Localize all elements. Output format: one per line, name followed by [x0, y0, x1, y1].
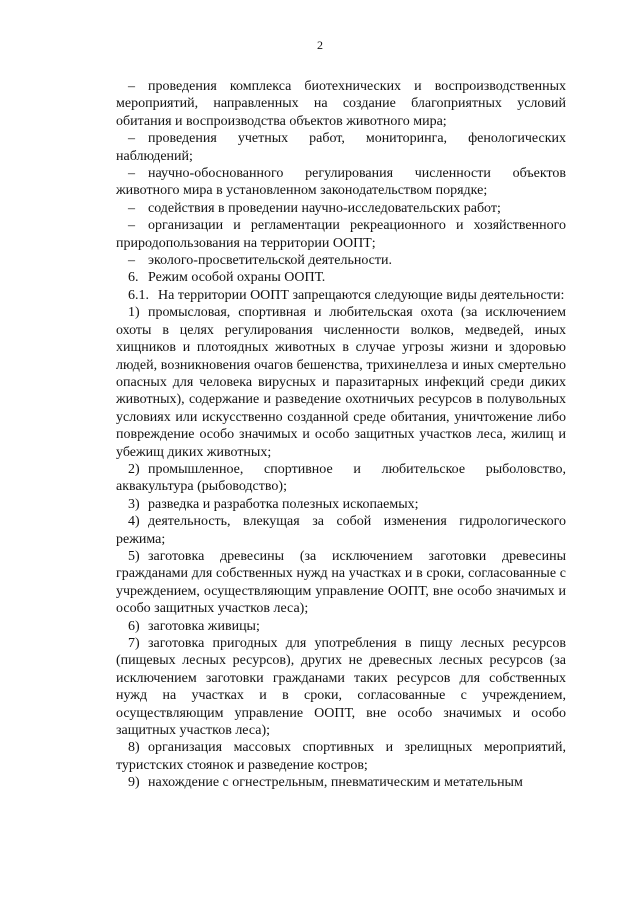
prohibition-item-8	[116, 739, 566, 774]
prohibition-item-3	[116, 496, 566, 513]
paragraph-text: промысловая, спортивная и любительская охота (за исключением охоты в целях регулирования численности волков, медведей, иных хищников и плотоядных животных в случае угрозы жизни и здоровью людей, возникновения очагов бешенства, трихинеллеза и иных смертельно опасных для человека вирусных и паразитарных инфекций среди диких животных), содержание и разведение охотничьих ресурсов в полувольных условиях или искусственно созданной среде обитания, уничтожение либо повреждение особо значимых и особо защитных участков леса, жилищ и убежищ диких животных;	[116, 305, 566, 460]
list-marker: 3)	[128, 496, 140, 512]
paragraph-text: заготовка пригодных для употребления в пищу лесных ресурсов (пищевых лесных ресурсов), других не древесных лесных ресурсов (за исключением заготовки гражданами таких ресурсов для собственных нужд на участках и в сроки, согласованные с учреждением, осуществляющим управление ООПТ, вне особо значимых и особо защитных участков леса);	[116, 636, 566, 739]
list-marker: 2)	[128, 461, 140, 477]
prohibition-item-9	[116, 774, 566, 791]
paragraph-text: заготовка древесины (за исключением заготовки древесины гражданами для собственных нужд на участках и в сроки, согласованные с учреждением, осуществляющим управление ООПТ, вне особо значимых и особо защитных участков леса);	[116, 548, 566, 617]
paragraph-text: организации и регламентации рекреационного и хозяйственного природопользования на территории ООПТ;	[116, 218, 566, 251]
paragraph-text: проведения учетных работ, мониторинга, фенологических наблюдений;	[116, 131, 566, 164]
paragraph-text: организация массовых спортивных и зрелищных мероприятий, туристских стоянок и разведение костров;	[116, 740, 566, 773]
clause-number: 6.1.	[128, 287, 149, 303]
prohibition-item-4	[116, 513, 566, 548]
section-heading-6	[116, 269, 566, 286]
paragraph-text: деятельность, влекущая за собой изменения гидрологического режима;	[116, 514, 566, 547]
list-marker: –	[128, 253, 135, 269]
prohibition-item-7	[116, 635, 566, 739]
paragraph-recreation	[116, 217, 566, 252]
page-number: 2	[317, 38, 323, 52]
prohibition-item-5	[116, 548, 566, 618]
paragraph-research	[116, 200, 566, 217]
paragraph-biotechnical	[116, 78, 566, 130]
list-marker: –	[128, 218, 135, 234]
paragraph-text: содействия в проведении научно-исследовательских работ;	[148, 200, 501, 216]
list-marker: –	[128, 131, 135, 147]
paragraph-text: проведения комплекса биотехнических и воспроизводственных мероприятий, направленных на создание благоприятных условий обитания и воспроизводства объектов животного мира;	[116, 79, 566, 129]
list-marker: –	[128, 166, 135, 182]
clause-6-1	[116, 287, 566, 304]
list-marker: 8)	[128, 740, 140, 756]
list-marker: 7)	[128, 636, 140, 651]
list-marker: 4)	[128, 514, 140, 530]
list-marker: 6)	[128, 618, 140, 634]
prohibition-item-2	[116, 461, 566, 496]
paragraph-text: эколого-просветительской деятельности.	[148, 253, 393, 269]
paragraph-monitoring	[116, 130, 566, 165]
section-number: 6.	[128, 270, 139, 286]
paragraph-text: разведка и разработка полезных ископаемых;	[148, 496, 419, 512]
paragraph-text: заготовка живицы;	[148, 618, 260, 634]
list-marker: 5)	[128, 548, 140, 564]
list-marker: 9)	[128, 775, 140, 791]
list-marker: –	[128, 200, 135, 216]
prohibition-item-1	[116, 304, 566, 461]
paragraph-text: промышленное, спортивное и любительское рыболовство, аквакультура (рыбоводство);	[116, 461, 566, 495]
paragraph-text: На территории ООПТ запрещаются следующие виды деятельности:	[158, 287, 565, 303]
paragraph-text: нахождение с огнестрельным, пневматическим и метательным	[148, 775, 523, 791]
list-marker: –	[128, 79, 135, 94]
paragraph-regulation	[116, 165, 566, 200]
paragraph-education	[116, 252, 566, 269]
list-marker: 1)	[128, 305, 140, 321]
paragraph-text: научно-обоснованного регулирования численности объектов животного мира в установленном законодательством порядке;	[116, 166, 566, 199]
section-title: Режим особой охраны ООПТ.	[148, 270, 326, 286]
prohibition-item-6	[116, 618, 566, 635]
document-body	[116, 78, 566, 792]
